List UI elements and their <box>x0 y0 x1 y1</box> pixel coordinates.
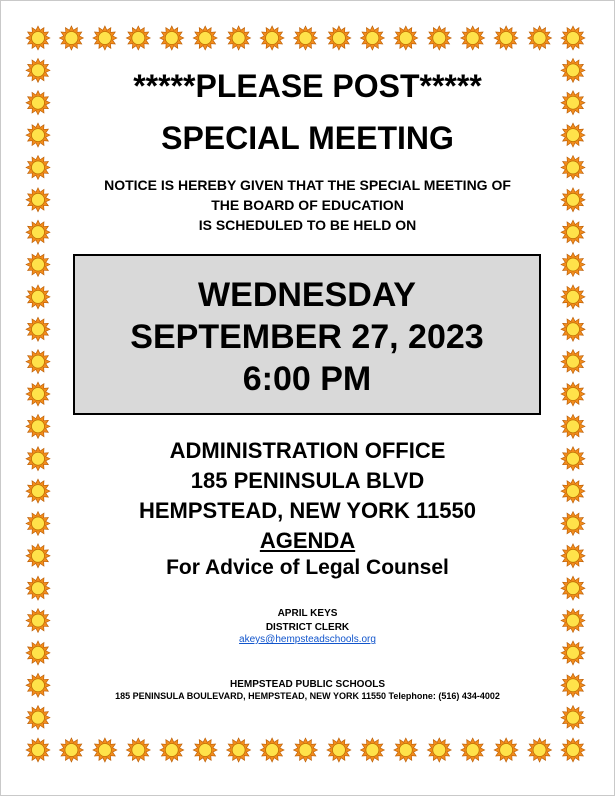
sun-icon <box>327 738 351 762</box>
notice-text <box>0 175 615 235</box>
sun-icon <box>294 26 318 50</box>
sun-icon <box>26 382 50 406</box>
sun-icon <box>461 26 485 50</box>
sun-icon <box>394 26 418 50</box>
sun-icon <box>26 285 50 309</box>
sun-icon <box>26 706 50 730</box>
sun-icon <box>327 26 351 50</box>
sun-icon <box>561 706 585 730</box>
sun-icon <box>561 382 585 406</box>
sun-icon <box>561 317 585 341</box>
sun-icon <box>561 738 585 762</box>
location-office: ADMINISTRATION OFFICE <box>169 438 446 463</box>
sun-icon <box>561 350 585 374</box>
sun-icon <box>193 26 217 50</box>
location-city: HEMPSTEAD, NEW YORK 11550 <box>138 498 477 523</box>
sun-icon <box>26 317 50 341</box>
meeting-day: WEDNESDAY <box>198 276 416 314</box>
clerk-email-link[interactable]: akeys@hempsteadschools.org <box>239 634 376 645</box>
meeting-time: 6:00 PM <box>242 360 372 398</box>
sun-icon <box>561 414 585 438</box>
sun-icon <box>160 738 184 762</box>
meeting-type-heading: SPECIAL MEETING <box>161 120 454 156</box>
sun-icon <box>227 738 251 762</box>
sun-icon <box>26 414 50 438</box>
footer-org: HEMPSTEAD PUBLIC SCHOOLS <box>229 679 385 690</box>
clerk-title: DISTRICT CLERK <box>265 622 350 633</box>
sun-icon <box>360 26 384 50</box>
notice-line-3: IS SCHEDULED TO BE HELD ON <box>198 217 417 233</box>
agenda-item: For Advice of Legal Counsel <box>166 556 449 579</box>
sun-icon <box>59 738 83 762</box>
sun-icon <box>394 738 418 762</box>
sun-icon <box>494 738 518 762</box>
sun-icon <box>59 26 83 50</box>
sun-icon <box>26 26 50 50</box>
sun-icon <box>227 26 251 50</box>
sun-icon <box>26 738 50 762</box>
sun-icon <box>561 285 585 309</box>
footer-address: 185 PENINSULA BOULEVARD, HEMPSTEAD, NEW YORK 11550 Telephone: (516) 434-4002 <box>115 691 500 701</box>
sun-icon <box>528 26 552 50</box>
sun-icon <box>93 26 117 50</box>
notice-line-1: NOTICE IS HEREBY GIVEN THAT THE SPECIAL MEETING OF <box>104 177 511 193</box>
sun-icon <box>260 26 284 50</box>
agenda-label: AGENDA <box>259 528 356 553</box>
meeting-date: SEPTEMBER 27, 2023 <box>130 318 484 356</box>
location-street: 185 PENINSULA BLVD <box>190 468 425 493</box>
sun-icon <box>427 26 451 50</box>
sun-icon <box>126 26 150 50</box>
sun-icon <box>26 350 50 374</box>
sun-icon <box>260 738 284 762</box>
sun-icon <box>160 26 184 50</box>
schedule-box <box>73 254 541 415</box>
sun-icon <box>93 738 117 762</box>
clerk-name: APRIL KEYS <box>277 608 338 619</box>
sun-icon <box>461 738 485 762</box>
sun-icon <box>126 738 150 762</box>
sun-icon <box>494 26 518 50</box>
notice-line-2: THE BOARD OF EDUCATION <box>211 197 404 213</box>
sun-icon <box>561 253 585 277</box>
sun-icon <box>26 253 50 277</box>
sun-icon <box>193 738 217 762</box>
sun-icon <box>561 26 585 50</box>
sun-icon <box>528 738 552 762</box>
sun-icon <box>294 738 318 762</box>
please-post-heading: *****PLEASE POST***** <box>133 68 482 104</box>
sun-icon <box>360 738 384 762</box>
sun-icon <box>427 738 451 762</box>
